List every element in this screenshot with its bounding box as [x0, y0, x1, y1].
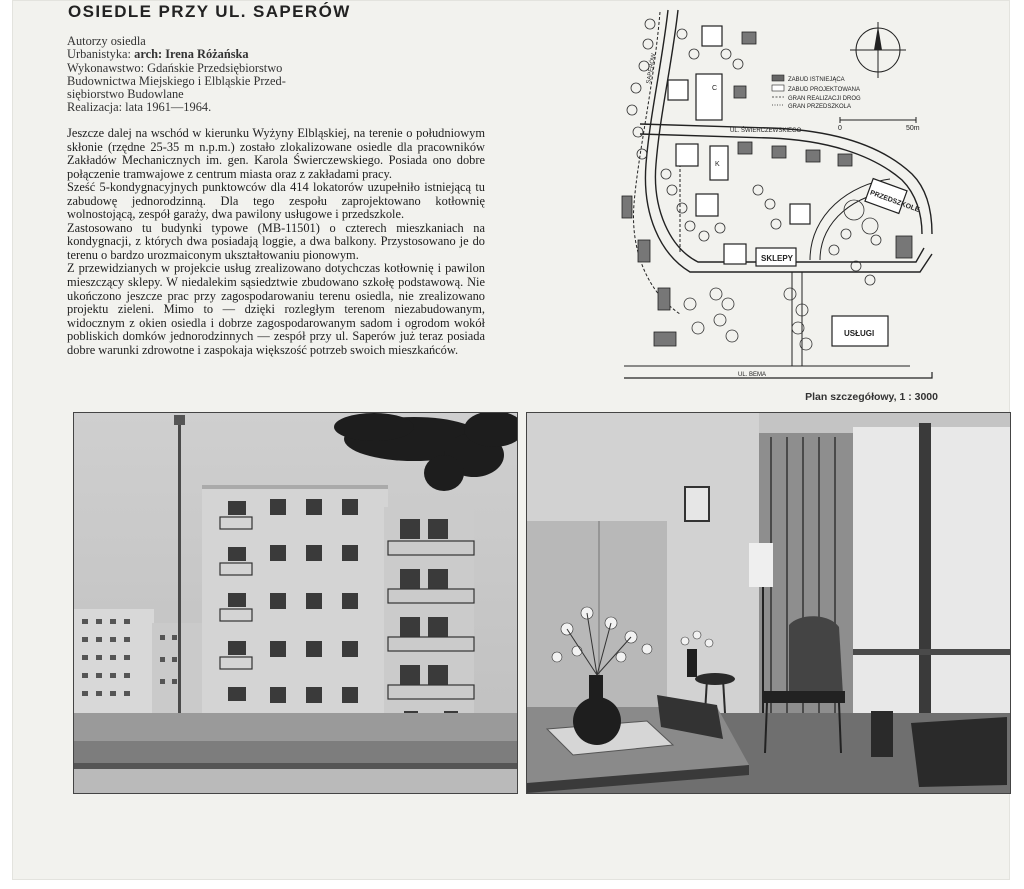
paragraph: Jeszcze dalej na wschód w kierunku Wyżyny Elbląskiej, na terenie o południowym skłonie (rzędne 25-35 m n.p.m.) zostało zlokalizowane osiedle dla pracowników Zakładów Mechanicznych im. gen. Karola Świerczewskiego. Posiada ono dobre połączenie tramwajowe z centrum miasta oraz z zakładami pracy.: [67, 126, 485, 181]
plan-street-bema: UL. BEMA: [738, 372, 767, 378]
credit-line: Budownictwa Miejskiego i Elbląskie Przed-: [67, 73, 286, 88]
site-plan: [620, 4, 936, 384]
credit-line: siębiorstwo Budowlane: [67, 87, 184, 102]
photo-apartment-block: [73, 412, 518, 794]
page-title: OSIEDLE PRZY UL. SAPERÓW: [68, 2, 351, 21]
legend-projected: ZABUD PROJEKTOWANA: [788, 87, 861, 93]
north-arrow-icon: [850, 22, 906, 78]
legend-kindergarten-limit: GRAN PRZEDSZKOLA: [788, 104, 852, 110]
plan-label-przedszkole: PRZEDSZKOLE: [868, 189, 921, 214]
credit-line: Realizacja: lata 1961—1964.: [67, 100, 212, 115]
paragraph: Z przewidzianych w projekcie usług zrealizowano dotychczas kotłownię i pawilon mieszczący sklepy. W niedalekim sąsiedztwie zbudowano szkołę podstawową. Nie ukończono jeszcze prac przy zagospodarowaniu terenu osiedla, nie zrealizowano projektu zieleni. Mimo to — dzięki rozległym terenom niezabudowanym, widocznym z okien osiedla i dobrze zagospodarowanym sadom i ogrodom wokół pobliskich domków jednorodzinnych — zespół przy ul. Saperów już teraz posiada dobre warunki zdrowotne i zaspokaja większość potrzeb swoich mieszkańców.: [67, 261, 485, 357]
plan-legend: [772, 75, 861, 110]
plan-label-c: C: [712, 85, 718, 92]
photo-apartment-interior: [526, 412, 1011, 794]
plan-street-swierczewskiego: UL. ŚWIERCZEWSKIEGO: [730, 128, 802, 134]
credit-line: Wykonawstwo: Gdańskie Przedsiębiorstwo: [67, 60, 283, 75]
credit-line: Autorzy osiedla: [67, 34, 146, 48]
credit-line: Urbanistyka: arch: Irena Różańska: [67, 47, 249, 62]
svg-text:0: 0: [838, 125, 842, 132]
credits-block: [67, 35, 367, 115]
plan-caption: Plan szczegółowy, 1 : 3000: [805, 391, 938, 403]
legend-existing: ZABUD ISTNIEJĄCA: [788, 77, 845, 83]
svg-text:50m: 50m: [906, 125, 920, 132]
article-body: [67, 127, 485, 357]
plan-label-sklepy: SKLEPY: [761, 254, 794, 263]
paragraph: Zastosowano tu budynki typowe (MB-11501) o czterech mieszkaniach na kondygnacji, z których dwa posiadają loggie, a dwa balkony. Przystosowano je do terenu o bardzo urozmaiconym ukształtowaniu pionowym.: [67, 220, 485, 262]
plan-label-uslugi: USŁUGI: [844, 329, 875, 338]
plan-street-saperow: SAPERÓW: [646, 53, 658, 85]
legend-road-limit: GRAN REALIZACJI DROG: [788, 96, 861, 102]
plan-label-k: K: [715, 161, 720, 168]
paragraph: Sześć 5-kondygnacyjnych punktowców dla 414 lokatorów uzupełniło istniejącą tu zabudowę jednorodzinną. Dla tego zespołu zaprojektowano kotłownię wolnostojącą, zespół garaży, dwa pawilony usługowe i przedszkole.: [67, 180, 485, 222]
plan-scale-bar: [838, 117, 920, 132]
